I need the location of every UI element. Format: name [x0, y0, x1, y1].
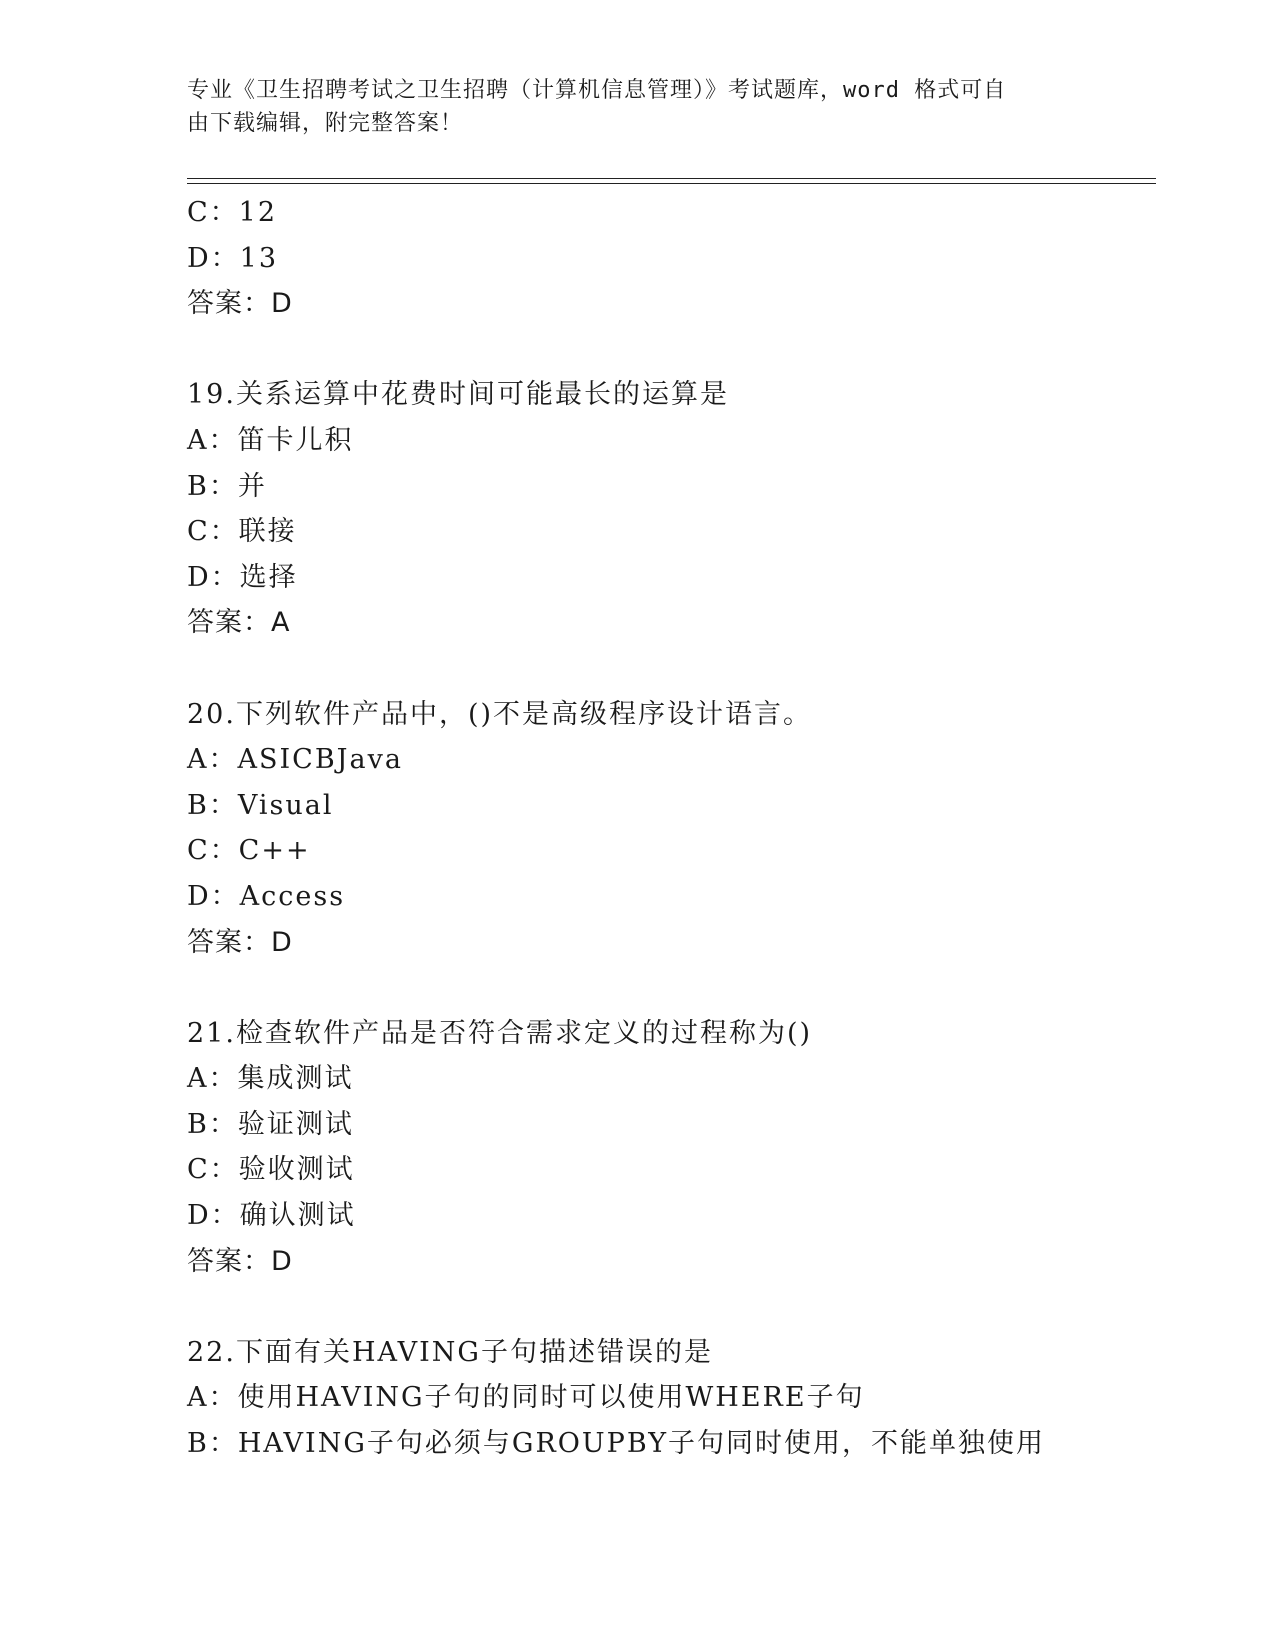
option-a: A：ASICBJava	[187, 744, 403, 776]
option-c: C：验收测试	[187, 1154, 355, 1186]
header-rule-top	[187, 178, 1156, 179]
question-list	[187, 190, 1147, 1467]
header-line-1: 专业《卫生招聘考试之卫生招聘（计算机信息管理）》考试题库，word 格式可自	[187, 78, 1007, 103]
answer: 答案：D	[187, 926, 293, 958]
option-a: A：集成测试	[187, 1063, 354, 1095]
option-d: D：选择	[187, 561, 298, 593]
document-header	[187, 74, 1067, 140]
option-d: D：Access	[187, 880, 346, 912]
header-rule-bottom	[187, 183, 1156, 184]
spacer	[187, 1284, 1147, 1330]
answer: 答案：A	[187, 607, 291, 639]
spacer	[187, 965, 1147, 1011]
option-c: C：12	[187, 197, 278, 228]
option-d: D：13	[187, 242, 279, 274]
option-b: B：HAVING子句必须与GROUPBY子句同时使用，不能单独使用	[187, 1428, 1046, 1460]
header-line-2: 由下载编辑，附完整答案！	[187, 111, 464, 136]
question-stem: 20.下列软件产品中，()不是高级程序设计语言。	[187, 698, 813, 730]
option-b: B：并	[187, 470, 267, 502]
spacer	[187, 646, 1147, 692]
question-stem: 19.关系运算中花费时间可能最长的运算是	[187, 379, 729, 411]
option-c: C：C++	[187, 835, 311, 867]
option-a: A：使用HAVING子句的同时可以使用WHERE子句	[187, 1382, 865, 1414]
option-d: D：确认测试	[187, 1200, 356, 1232]
option-b: B：Visual	[187, 789, 334, 821]
option-a: A：笛卡儿积	[187, 424, 354, 456]
option-c: C：联接	[187, 516, 297, 548]
option-b: B：验证测试	[187, 1108, 354, 1140]
spacer	[187, 327, 1147, 373]
answer: 答案：D	[187, 1245, 293, 1277]
answer: 答案：D	[187, 288, 293, 320]
question-stem: 22.下面有关HAVING子句描述错误的是	[187, 1336, 713, 1368]
question-stem: 21.检查软件产品是否符合需求定义的过程称为()	[187, 1017, 813, 1049]
